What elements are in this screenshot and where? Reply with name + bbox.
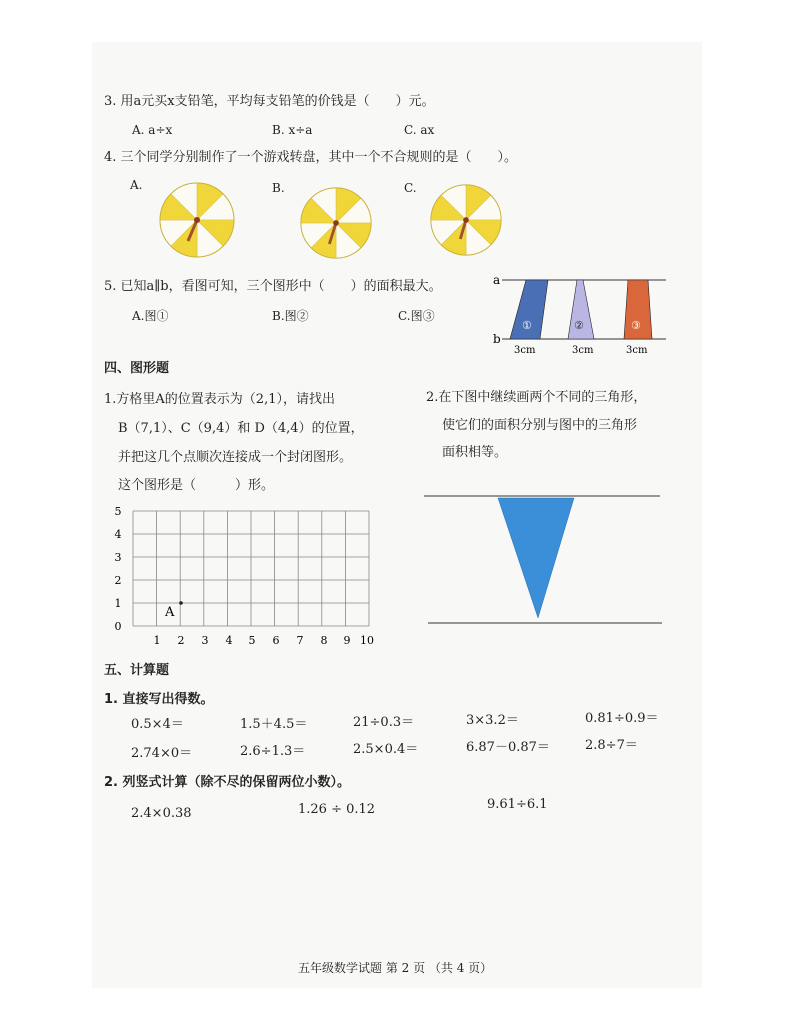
calc-r1-3: 21÷0.3＝ — [353, 715, 415, 730]
calc-r2-1: 2.74×0＝ — [131, 746, 193, 761]
s4-q2-line3: 面积相等。 — [442, 445, 508, 460]
q5-stem: 5. 已知a∥b，看图可知，三个图形中（ ）的面积最大。 — [104, 279, 442, 294]
label-b: b — [493, 332, 501, 346]
s4-q2-line1: 2.在下图中继续画两个不同的三角形， — [426, 390, 647, 405]
x-tick-8: 8 — [320, 634, 328, 647]
calc-r1-2: 1.5＋4.5＝ — [240, 717, 308, 732]
shape-2-label: ② — [574, 319, 584, 332]
point-a-dot — [179, 601, 183, 605]
q3-option-b: B. x÷a — [272, 123, 313, 137]
x-tick-4: 4 — [225, 634, 233, 647]
s4-q1-line4: 这个图形是（ ）形。 — [118, 478, 275, 493]
x-tick-7: 7 — [296, 634, 304, 647]
point-a-label: A — [165, 605, 175, 620]
shape-1-label: ① — [522, 319, 532, 332]
x-tick-1: 1 — [153, 634, 161, 647]
q4-label-b: B. — [272, 181, 285, 195]
y-tick-3: 3 — [114, 551, 122, 564]
page-footer: 五年级数学试题 第 2 页 （共 4 页） — [298, 961, 493, 975]
x-tick-3: 3 — [201, 634, 209, 647]
base-1: 3cm — [514, 345, 536, 356]
calc-r2-3: 2.5×0.4＝ — [353, 742, 419, 757]
base-2: 3cm — [572, 345, 594, 356]
y-tick-5: 5 — [114, 505, 122, 518]
section5-title: 五、计算题 — [104, 663, 170, 678]
q5-option-c: C.图③ — [398, 309, 435, 323]
s4-q2-line2: 使它们的面积分别与图中的三角形 — [442, 418, 638, 433]
q5-figure — [488, 270, 668, 360]
calc-r1-5: 0.81÷0.9＝ — [585, 711, 659, 726]
x-tick-9: 9 — [343, 634, 351, 647]
spinner-c — [428, 182, 504, 258]
blue-triangle — [498, 498, 574, 618]
q5-option-b: B.图② — [272, 309, 309, 323]
calc-r1-1: 0.5×4＝ — [131, 717, 184, 732]
q4-label-a: A. — [130, 178, 143, 192]
calc-r2-5: 2.8÷7＝ — [585, 738, 638, 753]
x-tick-10: 10 — [360, 634, 374, 647]
y-tick-1: 1 — [114, 597, 122, 610]
calc-r1-4: 3×3.2＝ — [466, 713, 519, 728]
x-tick-2: 2 — [177, 634, 185, 647]
x-tick-5: 5 — [248, 634, 256, 647]
s5-q2-title: 2. 列竖式计算（除不尽的保留两位小数）。 — [104, 775, 351, 790]
vertical-1: 2.4×0.38 — [131, 806, 192, 821]
s4-q1-line3: 并把这几个点顺次连接成一个封闭图形。 — [118, 450, 353, 465]
q3-stem: 3. 用a元买x支铅笔，平均每支铅笔的价钱是（ ）元。 — [104, 94, 435, 109]
q3-option-a: A. a÷x — [132, 123, 173, 137]
q4-label-c: C. — [404, 181, 417, 195]
calc-r2-2: 2.6÷1.3＝ — [240, 744, 306, 759]
y-tick-0: 0 — [114, 620, 122, 633]
vertical-2: 1.26 ÷ 0.12 — [298, 802, 376, 817]
base-3: 3cm — [626, 345, 648, 356]
spinner-b — [298, 185, 374, 261]
spinner-a — [157, 180, 237, 260]
q4-stem: 4. 三个同学分别制作了一个游戏转盘，其中一个不合规则的是（ ）。 — [104, 150, 518, 165]
label-a: a — [493, 273, 501, 287]
shape-3-label: ③ — [631, 319, 641, 332]
q3-option-c: C. ax — [404, 123, 435, 137]
s4-q1-line2: B（7,1）、C（9,4）和 D（4,4）的位置， — [118, 421, 364, 436]
y-tick-4: 4 — [114, 528, 122, 541]
s4-q1-line1: 1.方格里A的位置表示为（2,1），请找出 — [104, 392, 335, 407]
calc-r2-4: 6.87－0.87＝ — [466, 740, 550, 755]
q5-option-a: A.图① — [132, 309, 169, 323]
s5-q1-title: 1. 直接写出得数。 — [104, 692, 214, 707]
section4-title: 四、图形题 — [104, 361, 170, 376]
vertical-3: 9.61÷6.1 — [487, 797, 548, 812]
y-tick-2: 2 — [114, 574, 122, 587]
x-tick-6: 6 — [272, 634, 280, 647]
triangle-figure[interactable] — [424, 490, 664, 630]
coordinate-grid[interactable] — [110, 500, 382, 650]
